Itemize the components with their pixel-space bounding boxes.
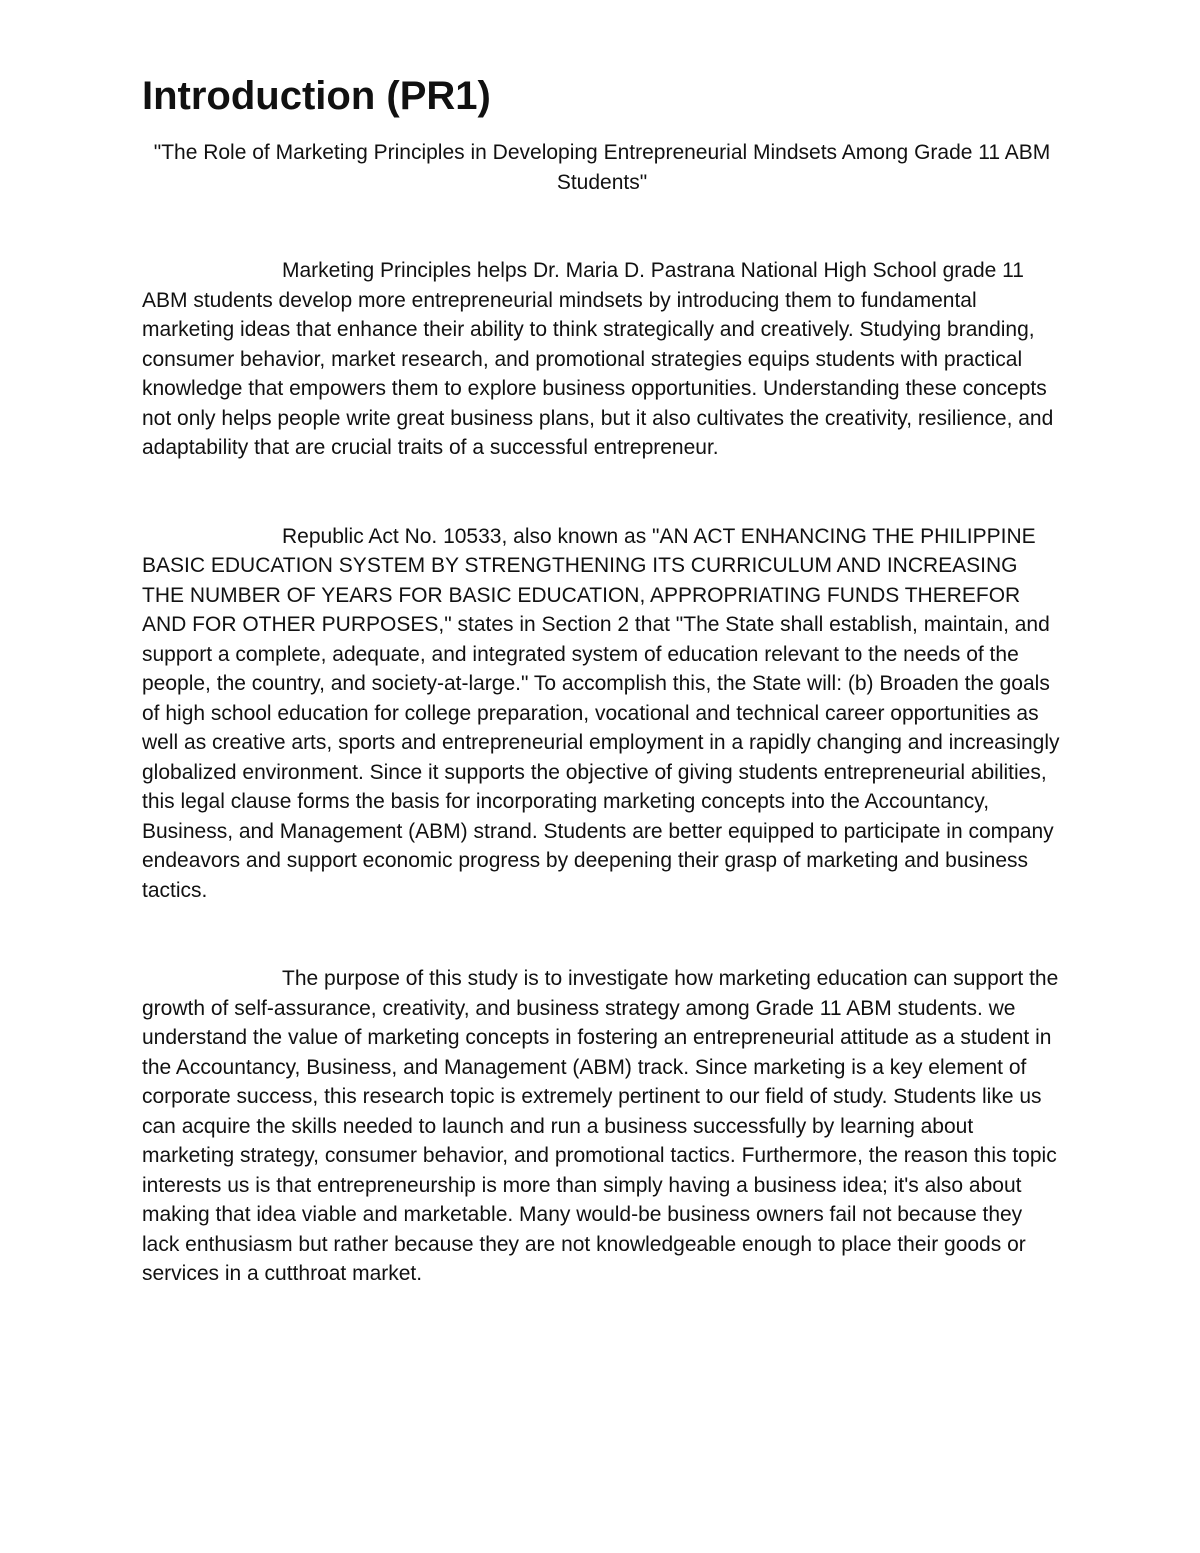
paragraph-study-purpose: The purpose of this study is to investigate how marketing education can support the growth of self-assurance, creativity, and business strategy among Grade 11 ABM students. we understand the value of marketing concepts in fostering an entrepreneurial attitude as a student in the Accountancy, Business, and Management (ABM) track. Since marketing is a key element of corporate success, this research topic is extremely pertinent to our field of study. Students like us can acquire the skills needed to launch and run a business successfully by learning about marketing strategy, consumer behavior, and promotional tactics. Furthermore, the reason this topic interests us is that entrepreneurship is more than simply having a business idea; it's also about making that idea viable and marketable. Many would-be business owners fail not because they lack enthusiasm but rather because they are not knowledgeable enough to place their goods or services in a cutthroat market. <box>142 967 1059 1285</box>
research-title: "The Role of Marketing Principles in Developing Entrepreneurial Mindsets Among Grade 11 ABM Students" <box>153 141 1051 194</box>
document-title: Introduction (PR1) <box>142 74 491 118</box>
document-page <box>142 70 1062 1289</box>
paragraph-marketing-principles: Marketing Principles helps Dr. Maria D. Pastrana National High School grade 11 ABM students develop more entrepreneurial mindsets by introducing them to fundamental marketing ideas that enhance their ability to think strategically and creatively. Studying branding, consumer behavior, market research, and promotional strategies equips students with practical knowledge that empowers them to explore business opportunities. Understanding these concepts not only helps people write great business plans, but it also cultivates the creativity, resilience, and adaptability that are crucial traits of a successful entrepreneur. <box>142 259 1054 459</box>
paragraph-republic-act: Republic Act No. 10533, also known as "AN ACT ENHANCING THE PHILIPPINE BASIC EDUCATION SYSTEM BY STRENGTHENING ITS CURRICULUM AND INCREASING THE NUMBER OF YEARS FOR BASIC EDUCATION, APPROPRIATING FUNDS THEREFOR AND FOR OTHER PURPOSES," states in Section 2 that "The State shall establish, maintain, and support a complete, adequate, and integrated system of education relevant to the needs of the people, the country, and society-at-large." To accomplish this, the State will: (b) Broaden the goals of high school education for college preparation, vocational and technical career opportunities as well as creative arts, sports and entrepreneurial employment in a rapidly changing and increasingly globalized environment. Since it supports the objective of giving students entrepreneurial abilities, this legal clause forms the basis for incorporating marketing concepts into the Accountancy, Business, and Management (ABM) strand. Students are better equipped to participate in company endeavors and support economic progress by deepening their grasp of marketing and business tactics. <box>142 524 1060 902</box>
